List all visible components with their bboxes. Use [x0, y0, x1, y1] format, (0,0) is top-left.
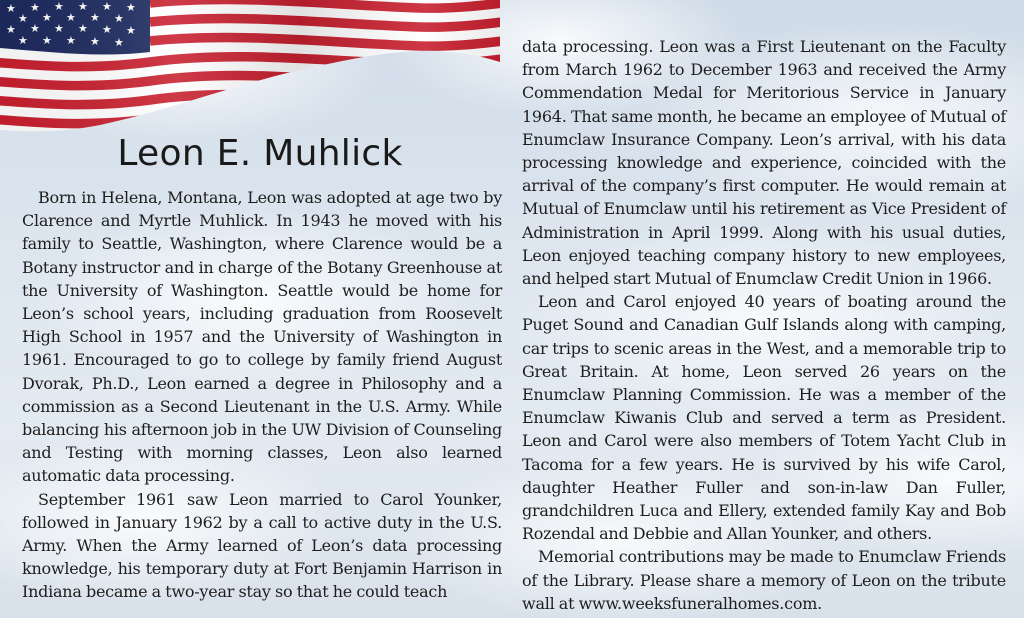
obituary-title: Leon E. Muhlick: [117, 133, 403, 174]
paragraph-early-life: Born in Helena, Montana, Leon was adopted at age two by Clarence and Myrtle Muhlick. In 1943 he moved with his family to Seattle, Washington, where Clarence would be a Botany instructor and in charge of the Botany Greenhouse at the University of Washington. Seattle would be home for Leon’s school years, including graduation from Roosevelt High School in 1957 and the University of Washington in 1961. Encouraged to go to college by family friend August Dvorak, Ph.D., Leon earned a degree in Philosophy and a commission as a Second Lieutenant in the U.S. Army. While balancing his afternoon job in the UW Division of Counseling and Testing with morning classes, Leon also learned automatic data processing.: [22, 188, 502, 486]
paragraph-family-community: Leon and Carol enjoyed 40 years of boating around the Puget Sound and Canadian Gulf Islands along with camping, car trips to scenic areas in the West, and a memorable trip to Great Britain. At home, Leon served 26 years on the Enumclaw Planning Commission. He was a member of the Enumclaw Kiwanis Club and served a term as President. Leon and Carol were also members of Totem Yacht Club in Tacoma for a few years. He is survived by his wife Carol, daughter Heather Fuller and son-in-law Dan Fuller, grandchildren Luca and Ellery, extended family Kay and Bob Rozendal and Debbie and Allan Younker, and others.: [522, 292, 1006, 544]
left-column: [22, 186, 502, 604]
american-flag-image: [0, 0, 500, 135]
right-column: [522, 35, 1006, 615]
paragraph-career: data processing. Leon was a First Lieutenant on the Faculty from March 1962 to December 1963 and received the Army Commendation Medal for Meritorious Service in January 1964. That same month, he became an employee of Mutual of Enumclaw Insurance Company. Leon’s arrival, with his data processing knowledge and experience, coincided with the arrival of the company’s first computer. He would remain at Mutual of Enumclaw until his retirement as Vice President of Administration in April 1999. Along with his usual duties, Leon enjoyed teaching company history to new employees, and helped start Mutual of Enumclaw Credit Union in 1966.: [522, 37, 1006, 289]
paragraph-marriage-army: September 1961 saw Leon married to Carol Younker, followed in January 1962 by a call to active duty in the U.S. Army. When the Army learned of Leon’s data processing knowledge, his temporary duty at Fort Benjamin Harrison in Indiana became a two-year stay so that he could teach: [22, 489, 502, 602]
paragraph-memorial: Memorial contributions may be made to Enumclaw Friends of the Library. Please share a memory of Leon on the tribute wall at www.weeksfuneralhomes.com.: [522, 547, 1006, 613]
